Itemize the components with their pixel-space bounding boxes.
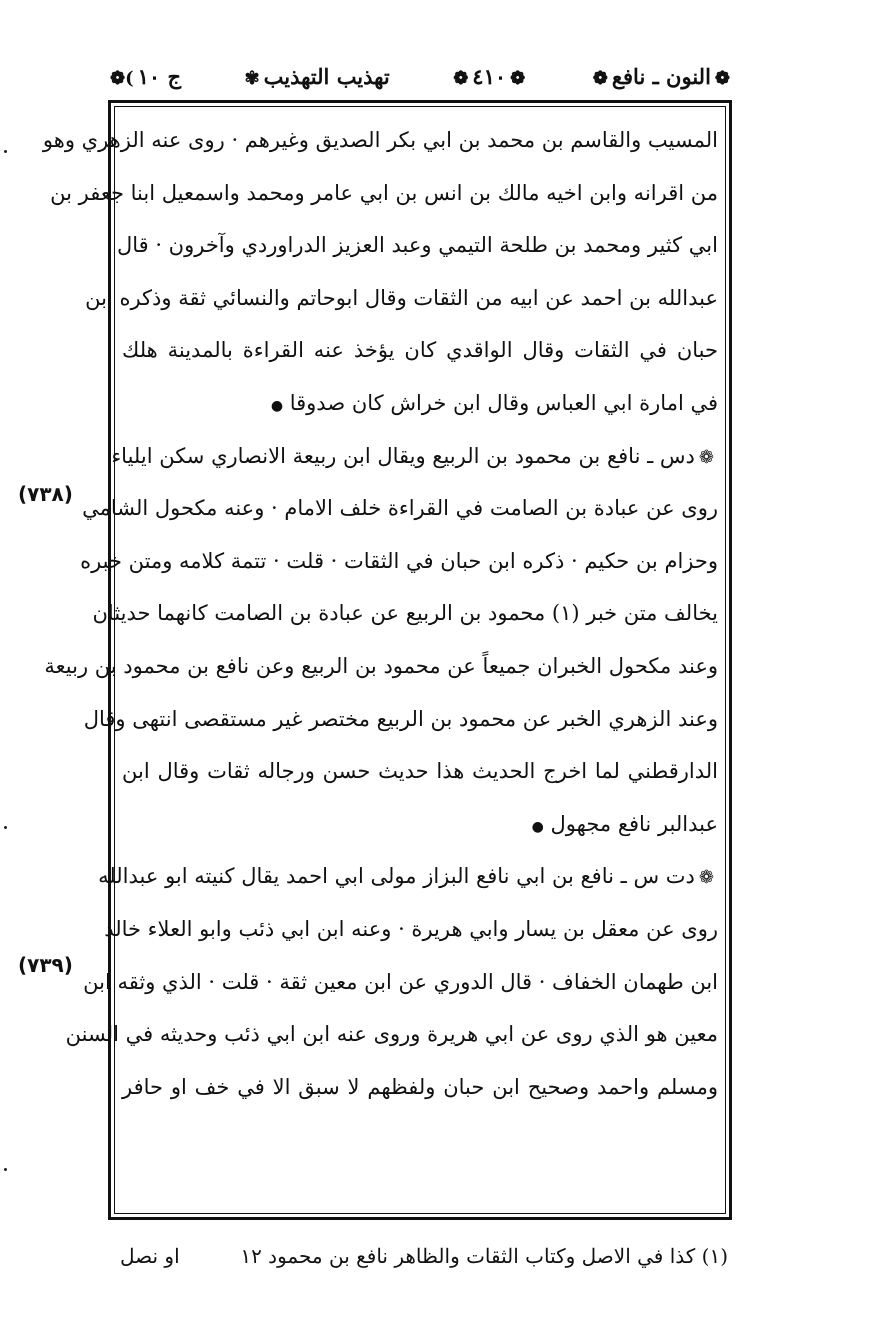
text-line: ابن طهمان الخفاف · قال الدوري عن ابن معين ثقة · قلت · الذي وثقه ابن	[83, 969, 718, 994]
entry-number: (٧٣٨)	[18, 482, 73, 506]
page-header	[106, 58, 734, 94]
text-line: المسيب والقاسم بن محمد بن ابي بكر الصديق وغيرهم · روى عنه الزهري وهو	[42, 128, 718, 152]
end-bullet-icon: ●	[270, 397, 284, 414]
end-bullet-icon: ●	[531, 818, 544, 835]
ornament-icon: ❁	[698, 867, 714, 889]
footnote-note: او نصل	[120, 1244, 180, 1268]
text-line: الدارقطني لما اخرج الحديث هذا حديث حسن ورجاله ثقات وقال ابن	[122, 759, 718, 784]
text-line-content: دس ـ نافع بن محمود بن الربيع ويقال ابن ربيعة الانصاري سكن ايلياء	[111, 443, 695, 468]
text-line: وعند مكحول الخبران جميعاً عن محمود بن الربيع وعن نافع بن محمود بن ربيعة	[44, 653, 718, 678]
text-line: وعند الزهري الخبر عن محمود بن الربيع مختصر غير مستقصى انتهى وقال	[83, 706, 718, 731]
margin-mark	[4, 150, 7, 153]
footnote	[120, 1236, 728, 1276]
ornament-icon: ❁	[714, 67, 730, 89]
ornament-icon: ❁	[510, 67, 526, 89]
text-line	[122, 798, 718, 851]
text-line-content: عبدالبر نافع مجهول	[550, 811, 718, 836]
text-line: روى عن عبادة بن الصامت في القراءة خلف الامام · وعنه مكحول الشامي	[82, 496, 718, 521]
text-line: حبان في الثقات وقال الواقدي كان يؤخذ عنه القراءة بالمدينة هلك	[122, 338, 718, 363]
header-page-number: ❁٤١٠❁	[453, 63, 526, 89]
footnote-text: (١) كذا في الاصل وكتاب الثقات والظاهر نافع بن محمود ١٢	[240, 1244, 728, 1268]
header-volume: ج ١٠)❁	[110, 63, 182, 89]
text-line: ومسلم واحمد وصحيح ابن حبان ولفظهم لا سبق الا في خف او حافر	[122, 1074, 718, 1099]
text-line: عبدالله بن احمد عن ابيه من الثقات وقال ابوحاتم والنسائي ثقة وذكره ابن	[85, 285, 718, 310]
entry-heading-line	[111, 430, 718, 483]
text-line: ابي كثير ومحمد بن طلحة التيمي وعبد العزيز الدراوردي وآخرون · قال	[116, 233, 718, 258]
text-line: يخالف متن خبر (١) محمود بن الربيع عن عبادة بن الصامت كانهما حديثان	[92, 601, 718, 626]
text-line	[122, 377, 718, 430]
text-line: وحزام بن حكيم · ذكره ابن حبان في الثقات · قلت · تتمة كلامه ومتن خبره	[80, 548, 718, 573]
text-line: روى عن معقل بن يسار وابي هريرة · وعنه ابن ابي ذئب وابو العلاء خالد	[104, 916, 718, 941]
margin-mark	[4, 1168, 7, 1171]
ornament-icon: )❁	[110, 67, 134, 89]
ornament-icon: ❁	[453, 67, 469, 89]
ornament-icon: ✾	[244, 67, 260, 89]
margin-mark	[4, 826, 7, 829]
text-line: من اقرانه وابن اخيه مالك بن انس بن ابي عامر ومحمد واسمعيل ابنا جعفر بن	[50, 180, 718, 205]
text-line: معين هو الذي روى عن ابي هريرة وروى عنه ابن ابي ذئب وحديثه في السنن	[65, 1022, 718, 1047]
text-line-content: في امارة ابي العباس وقال ابن خراش كان صدوقا	[289, 390, 718, 415]
entry-heading-line	[98, 850, 718, 903]
header-section: ❁النون ـ نافع❁	[592, 63, 730, 89]
ornament-icon: ❁	[592, 67, 608, 89]
text-line-content: دت س ـ نافع بن ابي نافع البزاز مولى ابي احمد يقال كنيته ابو عبدالله	[98, 864, 695, 889]
ornament-icon: ❁	[698, 446, 714, 468]
entry-number: (٧٣٩)	[18, 953, 73, 977]
header-book-title: تهذيب التهذيب✾	[244, 63, 390, 89]
